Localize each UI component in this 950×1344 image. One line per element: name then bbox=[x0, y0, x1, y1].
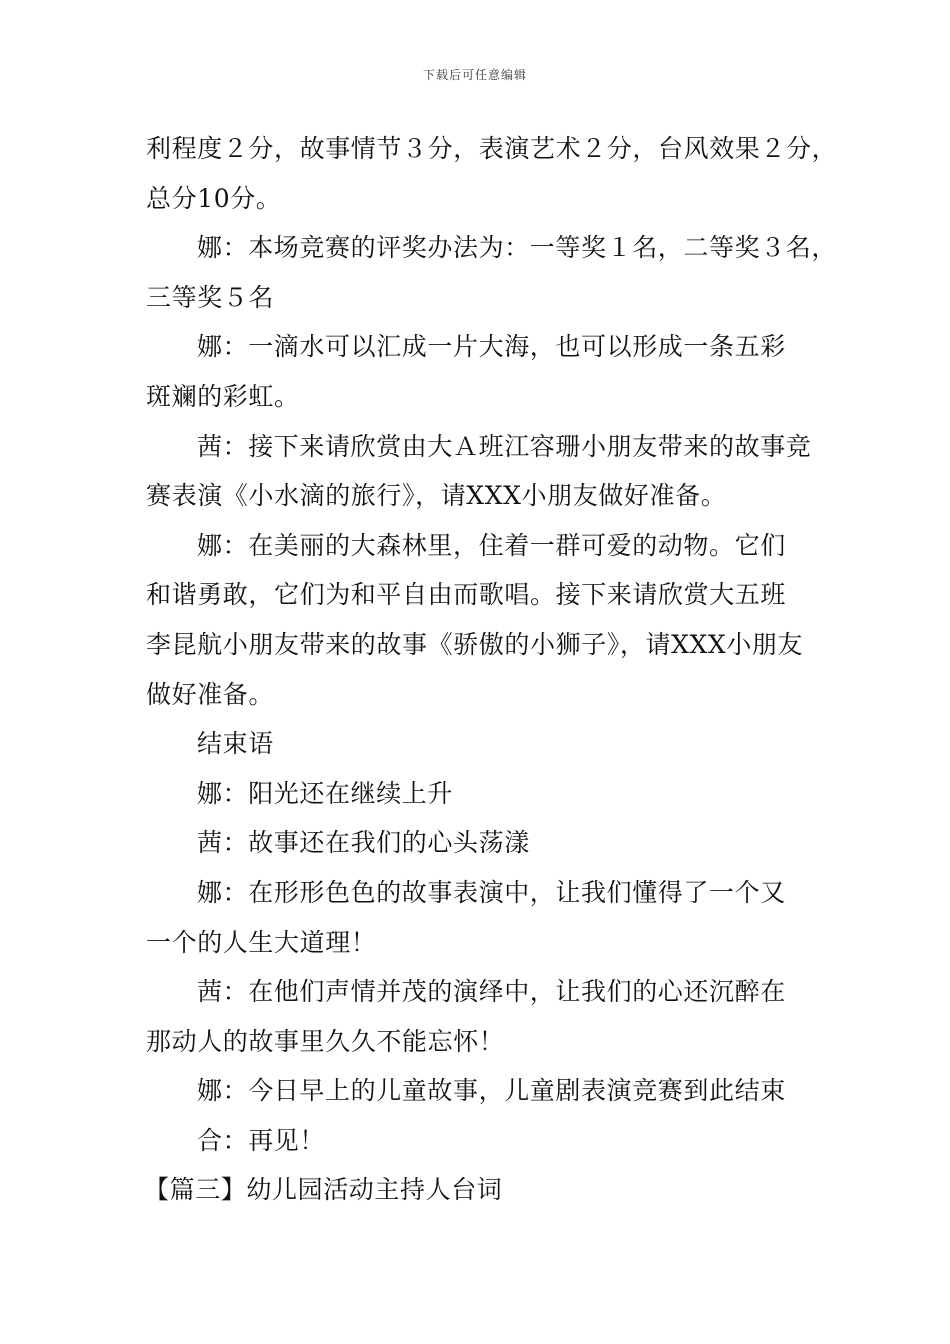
text-line: 娜：在美丽的大森林里，住着一群可爱的动物。它们 bbox=[197, 530, 786, 560]
text-line: 娜：阳光还在继续上升 bbox=[197, 778, 454, 808]
text-line: 合：再见！ bbox=[197, 1125, 326, 1155]
text-line: 和谐勇敢，它们为和平自由而歌唱。接下来请欣赏大五班 bbox=[146, 580, 787, 610]
text-line: 娜：一滴水可以汇成一片大海，也可以形成一条五彩 bbox=[197, 332, 786, 362]
text-line: 做好准备。 bbox=[146, 679, 275, 709]
text-line: 总分10分。 bbox=[146, 183, 282, 213]
section-heading: 结束语 bbox=[197, 729, 274, 759]
chapter-heading: 【篇三】幼儿园活动主持人台词 bbox=[144, 1175, 503, 1205]
text-line: 茜：故事还在我们的心头荡漾 bbox=[197, 828, 530, 858]
text-line: 三等奖５名 bbox=[146, 282, 275, 312]
text-line: 斑斓的彩虹。 bbox=[146, 381, 300, 411]
text-line: 赛表演《小水滴的旅行》，请XXX小朋友做好准备。 bbox=[146, 481, 727, 511]
text-line: 娜：本场竞赛的评奖办法为：一等奖１名，二等奖３名， bbox=[197, 233, 838, 263]
text-line: 娜：在形形色色的故事表演中，让我们懂得了一个又 bbox=[197, 877, 786, 907]
text-line: 李昆航小朋友带来的故事《骄傲的小狮子》，请XXX小朋友 bbox=[146, 629, 804, 659]
text-line: 茜：接下来请欣赏由大Ａ班江容珊小朋友带来的故事竞 bbox=[197, 431, 812, 461]
text-line: 茜：在他们声情并茂的演绎中，让我们的心还沉醉在 bbox=[197, 977, 786, 1007]
document-body bbox=[144, 124, 838, 1215]
text-line: 一个的人生大道理！ bbox=[146, 927, 377, 957]
text-line: 那动人的故事里久久不能忘怀！ bbox=[146, 1026, 505, 1056]
text-line: 娜：今日早上的儿童故事，儿童剧表演竞赛到此结束 bbox=[197, 1076, 786, 1106]
page-header: 下载后可任意编辑 bbox=[422, 68, 527, 82]
text-line: 利程度２分，故事情节３分，表演艺术２分，台风效果２分， bbox=[146, 134, 838, 163]
